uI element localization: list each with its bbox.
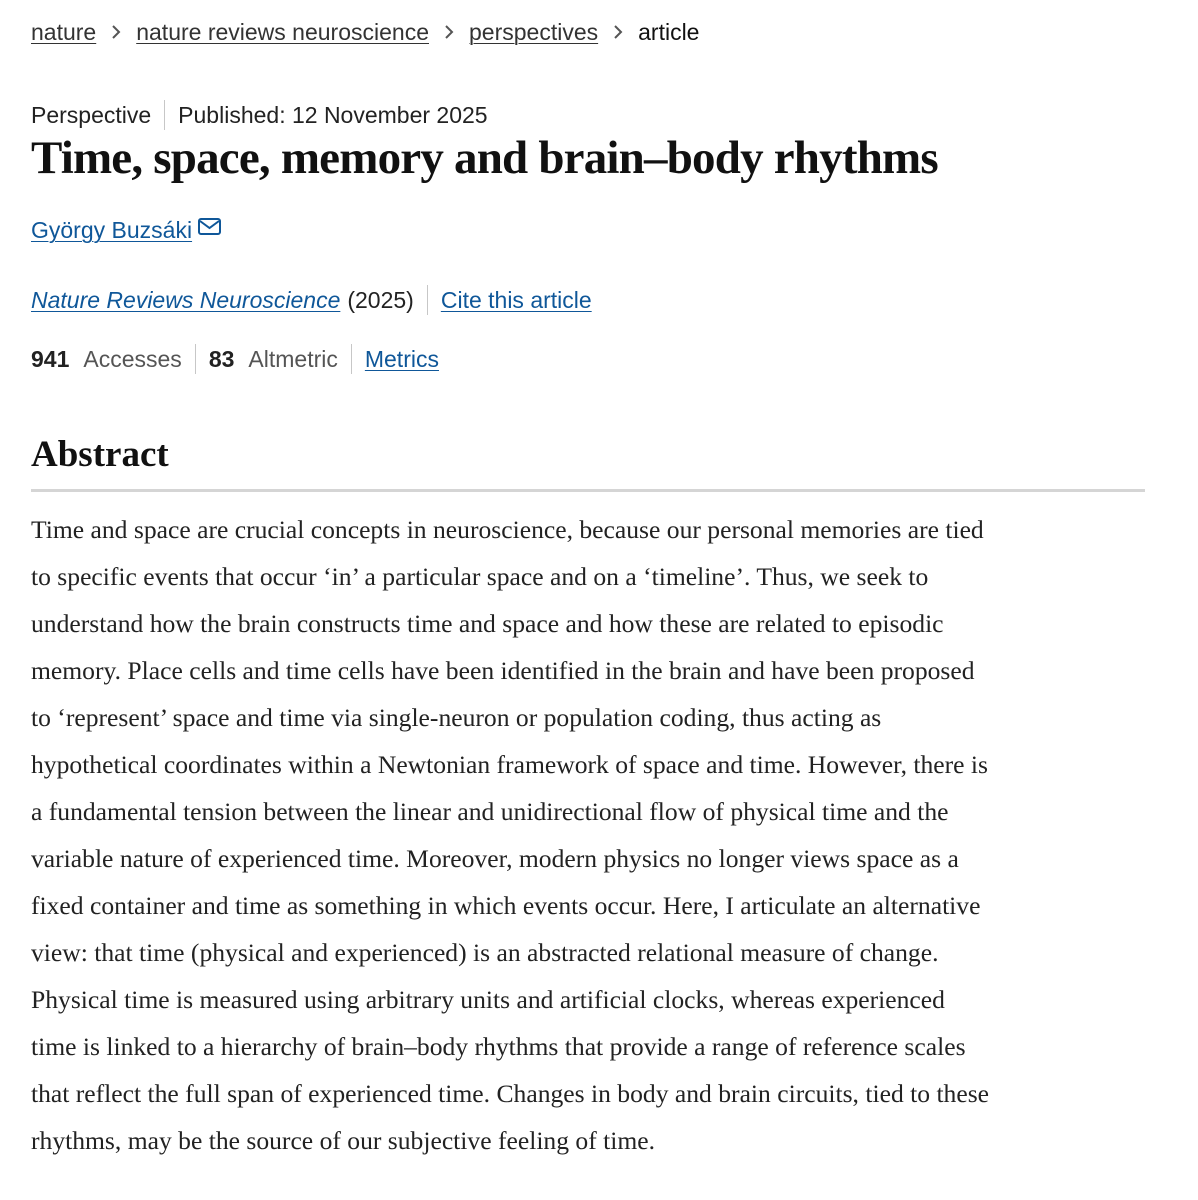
altmetric-label: Altmetric [248, 346, 338, 372]
breadcrumb [31, 17, 699, 47]
author-link[interactable]: György Buzsáki [31, 217, 193, 243]
cite-article-link[interactable]: Cite this article [440, 287, 592, 313]
breadcrumb-current: article [638, 19, 700, 45]
abstract-line: fixed container and time as something in which events occur. Here, I articulate an alternative [31, 891, 981, 920]
abstract-line: Physical time is measured using arbitrary units and artificial clocks, whereas experienced [31, 985, 945, 1014]
abstract-line: rhythms, may be the source of our subjective feeling of time. [31, 1126, 656, 1155]
breadcrumb-link-nature[interactable]: nature [31, 19, 97, 45]
altmetric-count: 83 [208, 346, 235, 372]
breadcrumb-link-journal[interactable]: nature reviews neuroscience [136, 19, 429, 45]
accesses-count: 941 [31, 346, 70, 372]
abstract-line: that reflect the full span of experienced time. Changes in body and brain circuits, tied to these [31, 1079, 990, 1108]
publication-year: (2025) [347, 287, 414, 313]
breadcrumb-link-perspectives[interactable]: perspectives [469, 19, 599, 45]
author-list [31, 215, 223, 245]
abstract-divider [31, 489, 1145, 492]
article-type: Perspective [31, 102, 152, 128]
abstract-line: to specific events that occur ‘in’ a particular space and on a ‘timeline’. Thus, we seek to [31, 562, 929, 591]
chevron-right-icon [429, 24, 469, 40]
chevron-right-icon [96, 24, 136, 40]
divider [351, 344, 352, 374]
article-metrics [31, 344, 439, 374]
divider [427, 285, 428, 315]
abstract-line: time is linked to a hierarchy of brain–body rhythms that provide a range of reference scales [31, 1032, 966, 1061]
abstract-text [31, 506, 1145, 1164]
article-meta [31, 100, 488, 130]
abstract-heading: Abstract [31, 434, 169, 475]
mail-icon[interactable] [197, 215, 223, 237]
abstract-line: variable nature of experienced time. Moreover, modern physics no longer views space as a [31, 844, 959, 873]
abstract-line: memory. Place cells and time cells have been identified in the brain and have been proposed [31, 656, 975, 685]
chevron-right-icon [598, 24, 638, 40]
abstract-line: Time and space are crucial concepts in neuroscience, because our personal memories are tied [31, 515, 984, 544]
accesses-label: Accesses [83, 346, 182, 372]
divider [195, 344, 196, 374]
citation-line [31, 285, 592, 315]
article-title: Time, space, memory and brain–body rhythms [31, 132, 938, 184]
divider [164, 100, 165, 130]
abstract-line: understand how the brain constructs time and space and how these are related to episodic [31, 609, 944, 638]
metrics-link[interactable]: Metrics [364, 346, 439, 372]
abstract-line: a fundamental tension between the linear and unidirectional flow of physical time and the [31, 797, 949, 826]
abstract-line: view: that time (physical and experienced) is an abstracted relational measure of change. [31, 938, 939, 967]
abstract-line: to ‘represent’ space and time via single-neuron or population coding, thus acting as [31, 703, 882, 732]
publication-date: Published: 12 November 2025 [178, 102, 488, 128]
journal-link[interactable]: Nature Reviews Neuroscience [31, 287, 341, 313]
abstract-line: hypothetical coordinates within a Newtonian framework of space and time. However, there is [31, 750, 988, 779]
